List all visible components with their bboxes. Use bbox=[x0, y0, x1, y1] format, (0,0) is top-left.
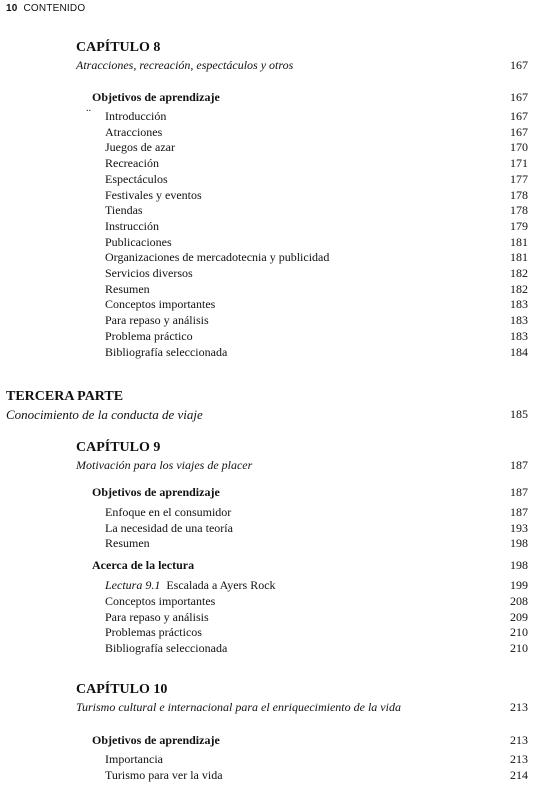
toc-item-page: 213 bbox=[510, 752, 528, 766]
part-3-entry[interactable] bbox=[0, 407, 546, 424]
toc-item-label: Festivales y eventos bbox=[105, 187, 202, 202]
toc-item-row[interactable] bbox=[0, 752, 546, 769]
toc-item-label: Servicios diversos bbox=[105, 266, 193, 280]
toc-item-page: 183 bbox=[510, 328, 528, 343]
toc-item-page: 184 bbox=[510, 344, 528, 359]
toc-item-page: 181 bbox=[510, 234, 528, 249]
toc-item-label: Instrucción bbox=[105, 218, 159, 233]
chapter-9-objectives-entry[interactable] bbox=[0, 485, 546, 502]
toc-item-page: 182 bbox=[510, 266, 528, 280]
toc-item-page: 167 bbox=[510, 124, 528, 139]
toc-item-label: Importancia bbox=[105, 752, 163, 766]
toc-item-row[interactable] bbox=[0, 536, 546, 553]
running-header bbox=[6, 3, 85, 14]
toc-item-page: 178 bbox=[510, 187, 528, 202]
toc-item-label: Bibliografía seleccionada bbox=[105, 344, 228, 359]
toc-item-page: 193 bbox=[510, 520, 528, 535]
chapter-9-reading-page: 198 bbox=[510, 558, 528, 572]
toc-item-row[interactable] bbox=[0, 140, 546, 157]
chapter-8-page: 167 bbox=[510, 58, 528, 72]
toc-item-row[interactable] bbox=[0, 203, 546, 220]
chapter-9-objectives-label: Objetivos de aprendizaje bbox=[92, 485, 220, 499]
chapter-9-page: 187 bbox=[510, 458, 528, 472]
toc-item-label: Bibliografía seleccionada bbox=[105, 641, 228, 656]
toc-item-row[interactable] bbox=[0, 266, 546, 283]
chapter-8-objectives-entry[interactable] bbox=[0, 90, 546, 107]
chapter-9-reading-ref bbox=[105, 578, 276, 593]
toc-item-label: Atracciones bbox=[105, 124, 163, 139]
toc-item-page: 171 bbox=[510, 156, 528, 171]
toc-item-row[interactable] bbox=[0, 594, 546, 611]
chapter-9-title: Motivación para los viajes de placer bbox=[76, 458, 253, 472]
toc-item-page: 183 bbox=[510, 297, 528, 312]
stray-dots-mark: .. bbox=[86, 103, 91, 114]
toc-item-row[interactable] bbox=[0, 219, 546, 236]
toc-item-row[interactable] bbox=[0, 172, 546, 189]
toc-item-label: Tiendas bbox=[105, 203, 143, 218]
toc-item-page: 210 bbox=[510, 625, 528, 640]
toc-item-label: La necesidad de una teoría bbox=[105, 520, 233, 535]
chapter-8-title: Atracciones, recreación, espectáculos y otros bbox=[76, 58, 294, 72]
toc-item-label: Turismo para ver la vida bbox=[105, 767, 223, 782]
chapter-9-reading-entry[interactable] bbox=[0, 558, 546, 575]
toc-item-page: 182 bbox=[510, 281, 528, 296]
toc-item-page: 198 bbox=[510, 536, 528, 551]
header-title: CONTENIDO bbox=[23, 3, 86, 14]
toc-item-label: Problemas prácticos bbox=[105, 625, 202, 640]
toc-item-row[interactable] bbox=[0, 313, 546, 330]
chapter-10-entry[interactable] bbox=[0, 700, 546, 717]
toc-item-page: 187 bbox=[510, 505, 528, 519]
toc-item-page: 209 bbox=[510, 609, 528, 624]
toc-item-page: 178 bbox=[510, 203, 528, 218]
part-3-label: TERCERA PARTE bbox=[6, 389, 124, 404]
toc-item-row[interactable] bbox=[0, 282, 546, 299]
toc-item-label: Conceptos importantes bbox=[105, 594, 216, 608]
chapter-8-entry[interactable] bbox=[0, 58, 546, 75]
toc-item-row[interactable] bbox=[0, 125, 546, 142]
toc-item-row[interactable] bbox=[0, 641, 546, 658]
chapter-9-label: CAPÍTULO 9 bbox=[76, 440, 161, 455]
chapter-10-title: Turismo cultural e internacional para el enriquecimiento de la vida bbox=[76, 700, 401, 714]
toc-item-row[interactable] bbox=[0, 297, 546, 314]
toc-item-row[interactable] bbox=[0, 505, 546, 522]
chapter-10-label: CAPÍTULO 10 bbox=[76, 682, 168, 697]
chapter-10-objectives-entry[interactable] bbox=[0, 733, 546, 750]
toc-item-label: Para repaso y análisis bbox=[105, 313, 209, 328]
toc-item-label: Recreación bbox=[105, 156, 159, 171]
toc-item-label: Introducción bbox=[105, 109, 167, 123]
toc-item-label: Resumen bbox=[105, 536, 150, 551]
chapter-9-entry[interactable] bbox=[0, 458, 546, 475]
chapter-10-page: 213 bbox=[510, 700, 528, 714]
toc-item-row[interactable] bbox=[0, 156, 546, 173]
part-3-page: 185 bbox=[510, 407, 528, 421]
toc-item-label: Resumen bbox=[105, 281, 150, 296]
toc-item-label: Publicaciones bbox=[105, 234, 172, 249]
toc-item-label: Conceptos importantes bbox=[105, 297, 216, 312]
reading-ref-prefix: Lectura 9.1 bbox=[105, 578, 161, 592]
toc-item-row[interactable] bbox=[0, 109, 546, 126]
toc-item-label: Enfoque en el consumidor bbox=[105, 505, 232, 519]
part-3-title: Conocimiento de la conducta de viaje bbox=[6, 407, 203, 422]
toc-item-page: 183 bbox=[510, 313, 528, 328]
toc-item-row[interactable] bbox=[0, 521, 546, 538]
toc-item-row[interactable] bbox=[0, 345, 546, 362]
chapter-8-objectives-page: 167 bbox=[510, 90, 528, 104]
toc-item-label: Organizaciones de mercadotecnia y publicidad bbox=[105, 250, 330, 265]
chapter-9-reading-ref-entry[interactable] bbox=[0, 578, 546, 595]
reading-ref-title: Escalada a Ayers Rock bbox=[166, 578, 276, 592]
chapter-10-objectives-label: Objetivos de aprendizaje bbox=[92, 733, 220, 747]
chapter-8-objectives-label: Objetivos de aprendizaje bbox=[92, 90, 220, 104]
toc-item-page: 177 bbox=[510, 171, 528, 186]
toc-item-row[interactable] bbox=[0, 610, 546, 627]
chapter-8-label: CAPÍTULO 8 bbox=[76, 40, 161, 55]
toc-item-label: Espectáculos bbox=[105, 171, 168, 186]
chapter-10-objectives-page: 213 bbox=[510, 733, 528, 747]
toc-item-row[interactable] bbox=[0, 235, 546, 252]
toc-item-label: Problema práctico bbox=[105, 328, 193, 343]
toc-item-row[interactable] bbox=[0, 250, 546, 267]
chapter-9-objectives-page: 187 bbox=[510, 485, 528, 499]
toc-item-page: 210 bbox=[510, 641, 528, 656]
toc-item-page: 214 bbox=[510, 767, 528, 782]
toc-item-row[interactable] bbox=[0, 625, 546, 642]
toc-item-page: 170 bbox=[510, 140, 528, 155]
toc-item-row[interactable] bbox=[0, 768, 546, 785]
toc-item-row[interactable] bbox=[0, 329, 546, 346]
toc-item-page: 208 bbox=[510, 594, 528, 608]
toc-item-page: 179 bbox=[510, 218, 528, 233]
chapter-9-reading-label: Acerca de la lectura bbox=[92, 558, 195, 572]
toc-item-page: 167 bbox=[510, 109, 528, 123]
toc-item-row[interactable] bbox=[0, 188, 546, 205]
toc-item-label: Juegos de azar bbox=[105, 140, 175, 155]
chapter-9-reading-ref-page: 199 bbox=[510, 578, 528, 592]
toc-item-page: 181 bbox=[510, 250, 528, 265]
header-page-number: 10 bbox=[6, 3, 18, 14]
toc-item-label: Para repaso y análisis bbox=[105, 609, 209, 624]
